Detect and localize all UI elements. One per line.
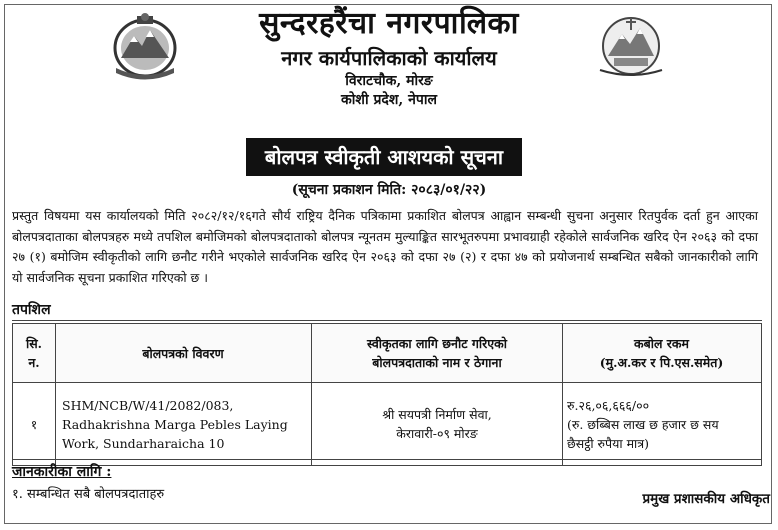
notice-title: बोलपत्र स्वीकृती आशयको सूचना (246, 138, 522, 176)
row-description: SHM/NCB/W/41/2082/083, Radhakrishna Marga Pebles Laying Work, Sundarharaicha 10 (56, 383, 312, 466)
header-serial: सि. न. (13, 324, 56, 383)
footer-divider (12, 459, 762, 460)
publish-date: (सूचना प्रकाशन मिति: २०८३/०१/२२) (291, 182, 487, 198)
office-name: नगर कार्यपालिकाको कार्यालय (281, 46, 497, 70)
header-amount: कबोल रकम (मु.अ.कर र पि.एस.समेत) (563, 324, 762, 383)
table-row (13, 383, 762, 466)
address-line-2: कोशी प्रदेश, नेपाल (341, 92, 437, 108)
municipality-name: सुन्दरहरैंचा नगरपालिका (259, 6, 519, 41)
address-line-1: विराटचौक, मोरङ (345, 73, 433, 89)
notice-body: प्रस्तुत विषयमा यस कार्यालयको मिति २०८२/१२/१६गते सौर्य राष्ट्रिय दैनिक पत्रिकामा प्रकाशित बोलपत्र आह्वान सम्बन्धी सुचना अनुसार रितपुर्वक दर्ता हुन आएका बोलपत्रदाताका बोलपत्रहरु मध्ये तपशिल बमोजिमको बोलपत्रदाताको बोलपत्र न्यूनतम मुल्याङ्कित सारभूतरुपमा प्रभावग्राही रहेकोले सार्वजनिक खरिद ऐन २०६३ को दफा २७ (१) बमोजिम स्वीकृतीको लागि छनौट गरीने भएकोले सार्वजनिक खरिद ऐन २०६३ को दफा २७ (२) र दफा ४७ को प्रयोजनार्थ सम्बन्धित सबैको जानकारीको लागि यो सार्वजनिक सूचना प्रकाशित गरिएको छ । (12, 208, 758, 285)
row-amount: रु.२६,०६,६६६/०० (रु. छब्बिस लाख छ हजार छ सय छैसट्ठी रुपैया मात्र) (563, 383, 762, 466)
letterhead (0, 6, 778, 110)
details-label: तपशिल (12, 302, 51, 318)
header-bidder: स्वीकृतका लागि छनौट गरिएको बोलपत्रदाताको नाम र ठेगाना (312, 324, 563, 383)
table-header-row (13, 324, 762, 383)
info-item: १. सम्बन्धित सबै बोलपत्रदाताहरु (12, 487, 165, 502)
info-heading: जानकारीका लागि : (12, 464, 112, 480)
details-divider (12, 320, 762, 321)
signature-title: प्रमुख प्रशासकीय अधिकृत (642, 491, 770, 507)
header-description: बोलपत्रको विवरण (56, 324, 312, 383)
row-bidder: श्री सयपत्री निर्माण सेवा, केरावारी-०९ मोरङ (312, 383, 563, 466)
bid-details-table (12, 323, 762, 466)
row-serial: १ (13, 383, 56, 466)
